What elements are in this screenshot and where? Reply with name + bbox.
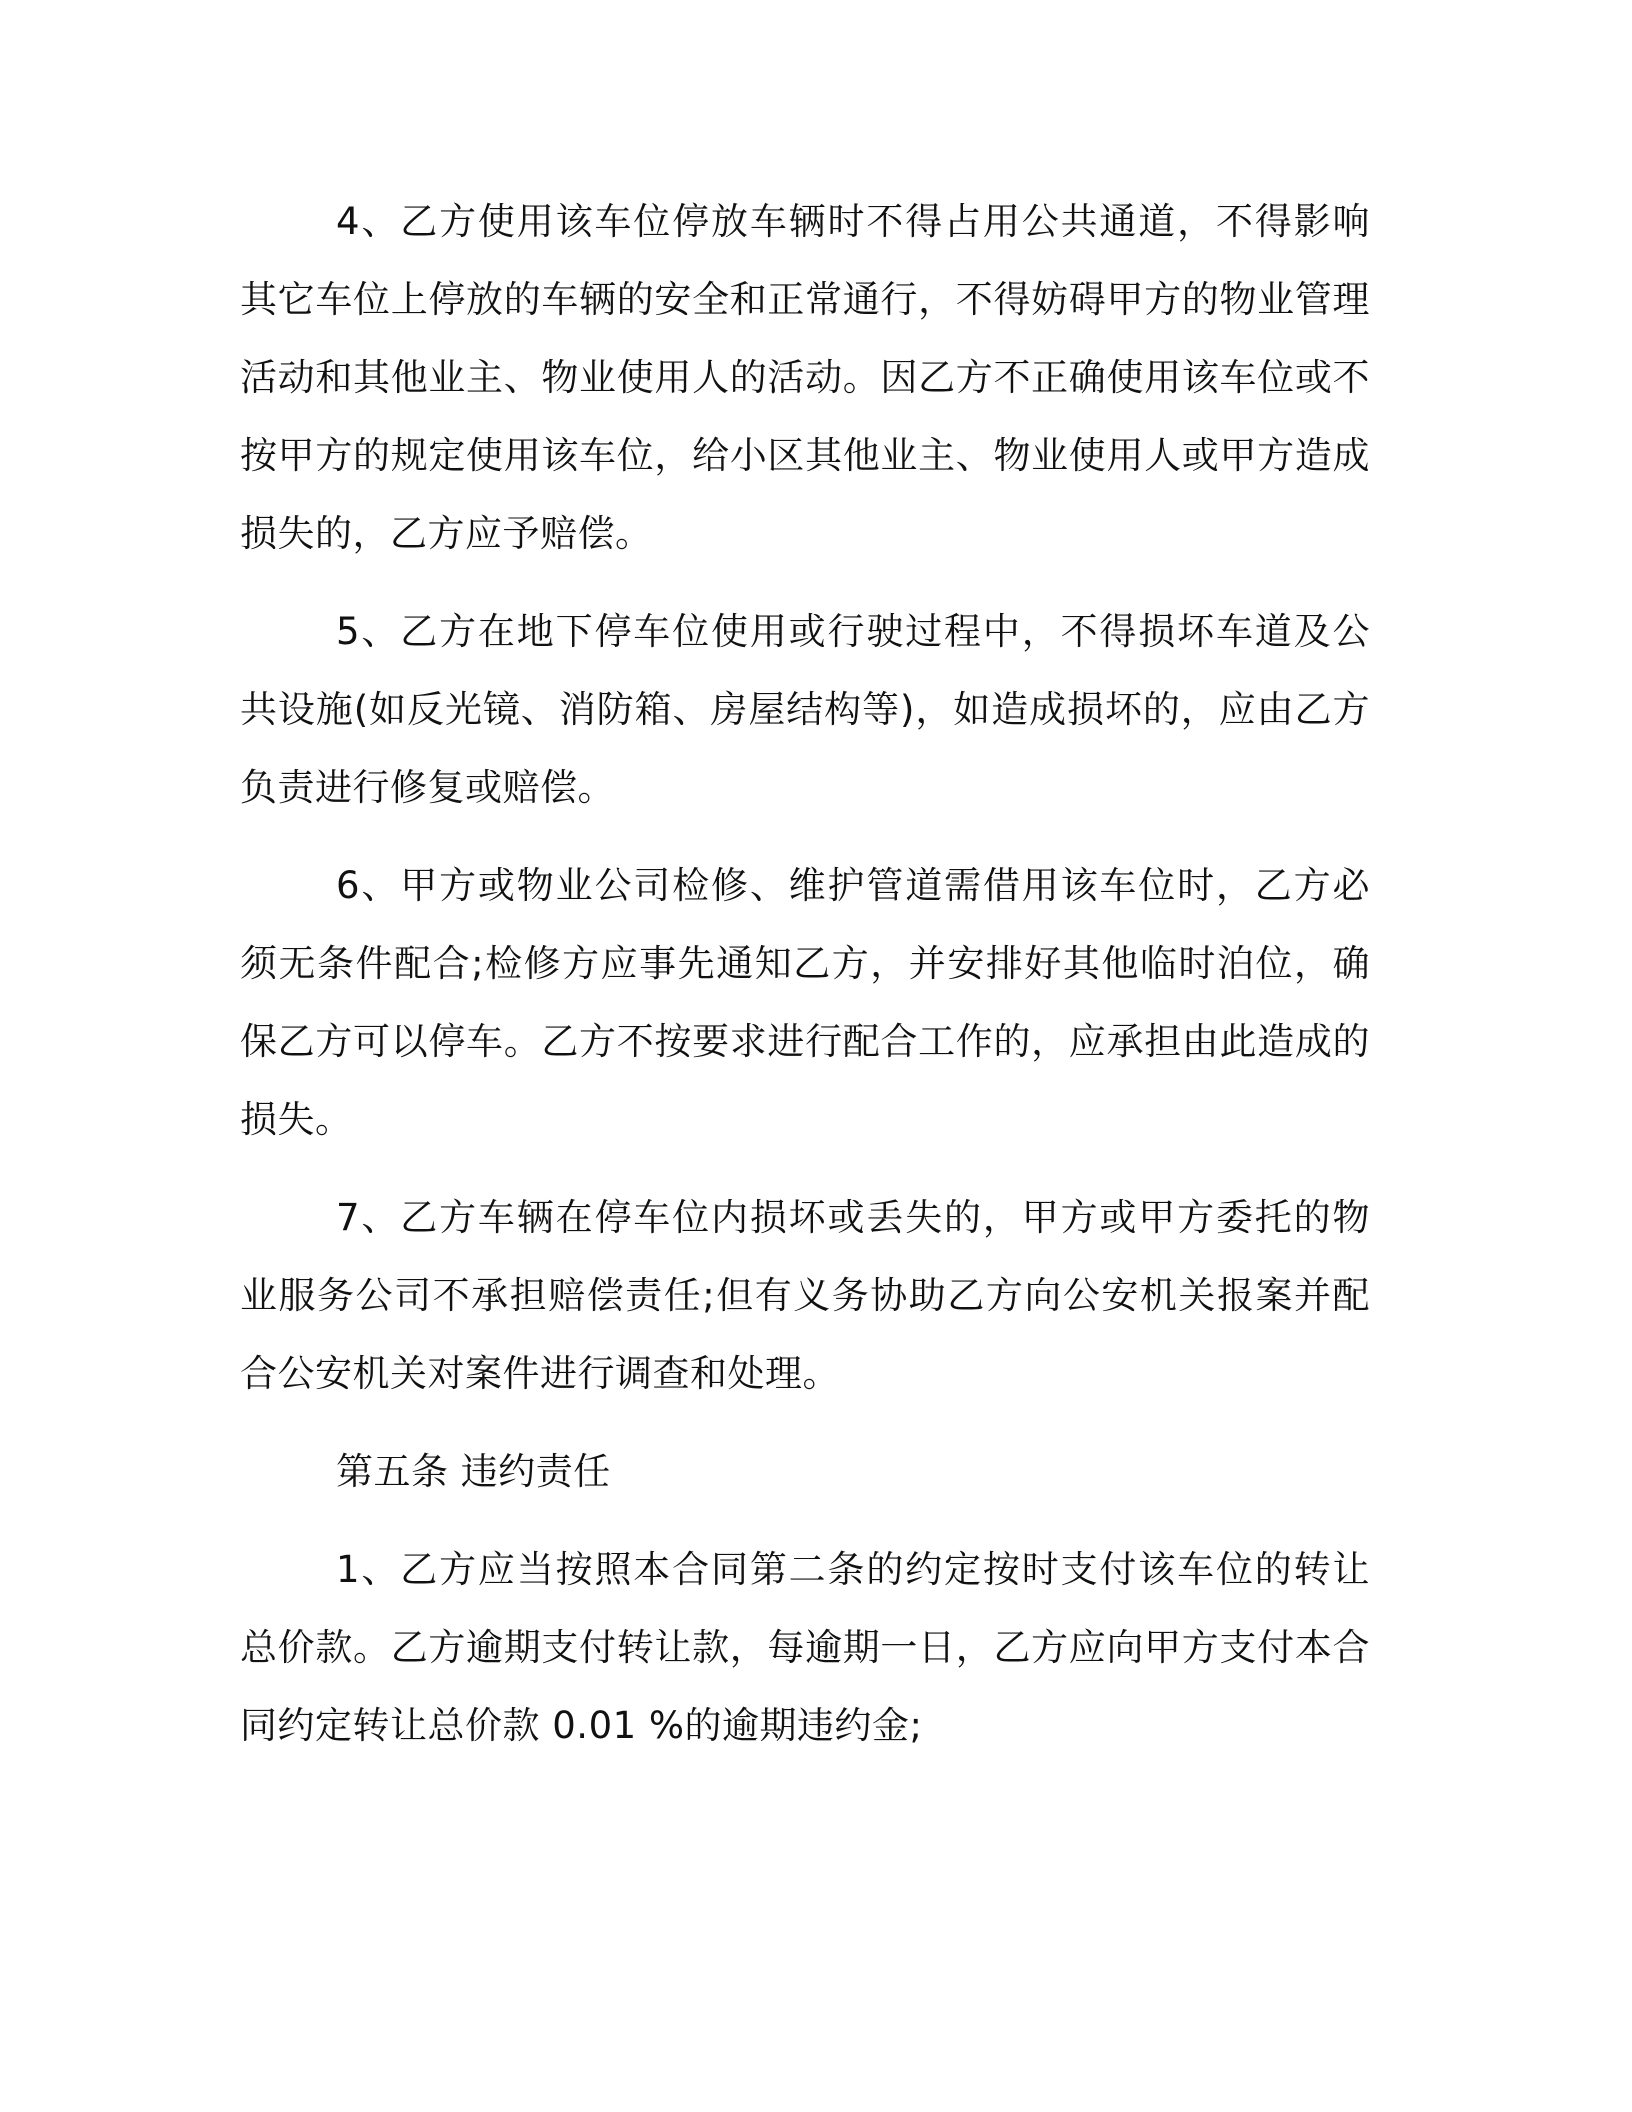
document-body [240,183,1370,1785]
clause-7-paragraph: 7、乙方车辆在停车位内损坏或丢失的，甲方或甲方委托的物业服务公司不承担赔偿责任;但有义务协助乙方向公安机关报案并配合公安机关对案件进行调查和处理。 [240,1196,1370,1395]
clause-4-paragraph: 4、乙方使用该车位停放车辆时不得占用公共通道，不得影响其它车位上停放的车辆的安全和正常通行，不得妨碍甲方的物业管理活动和其他业主、物业使用人的活动。因乙方不正确使用该车位或不按甲方的规定使用该车位，给小区其他业主、物业使用人或甲方造成损失的，乙方应予赔偿。 [240,200,1370,555]
clause-6-paragraph: 6、甲方或物业公司检修、维护管道需借用该车位时，乙方必须无条件配合;检修方应事先通知乙方，并安排好其他临时泊位，确保乙方可以停车。乙方不按要求进行配合工作的，应承担由此造成的损失。 [240,864,1370,1141]
section-clause-1-paragraph: 1、乙方应当按照本合同第二条的约定按时支付该车位的转让总价款。乙方逾期支付转让款，每逾期一日，乙方应向甲方支付本合同约定转让总价款 0.01 %的逾期违约金; [240,1548,1370,1747]
section-heading: 第五条 违约责任 [336,1450,611,1493]
clause-5-paragraph: 5、乙方在地下停车位使用或行驶过程中，不得损坏车道及公共设施(如反光镜、消防箱、房屋结构等)，如造成损坏的，应由乙方负责进行修复或赔偿。 [240,610,1370,809]
